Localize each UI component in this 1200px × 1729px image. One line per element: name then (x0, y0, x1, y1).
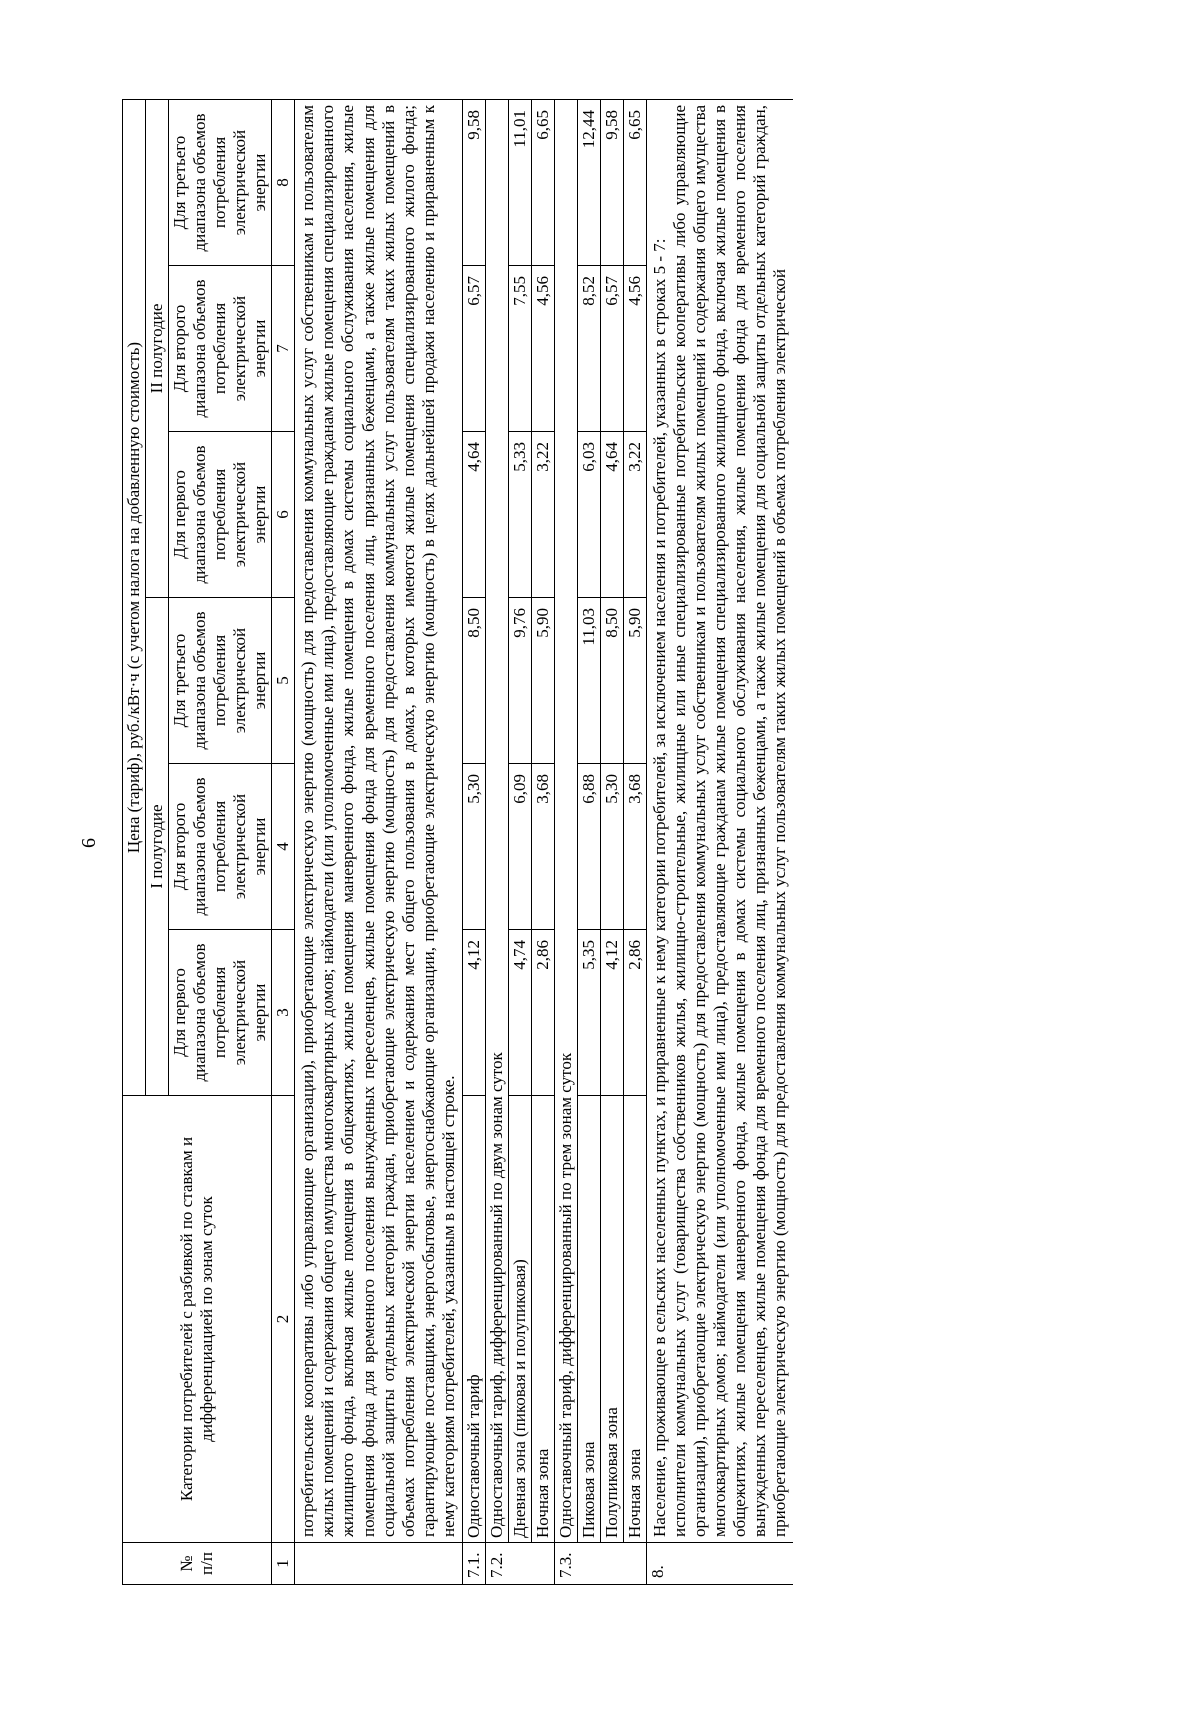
tariff-value: 4,56 (531, 266, 554, 432)
section-8-description (647, 100, 794, 1543)
header-h1-third: Для третьего диапазона объемов потребления электрической энергии (169, 598, 272, 764)
row-label: Полупиковая зона (601, 1096, 624, 1543)
tariff-value: 11,03 (577, 598, 600, 764)
col-number: 6 (272, 432, 295, 598)
row-number: 7.2. (485, 1543, 554, 1585)
tariff-value: 5,30 (601, 764, 624, 930)
row-label: Дневная зона (пиковая и полупиковая) (508, 1096, 531, 1543)
col-number: 5 (272, 598, 295, 764)
row-label: Ночная зона (531, 1096, 554, 1543)
tariff-value: 4,56 (624, 266, 647, 432)
row-label: Ночная зона (624, 1096, 647, 1543)
tariff-value: 3,22 (531, 432, 554, 598)
tariff-table-rotated (122, 100, 1082, 1585)
tariff-value: 6,57 (601, 266, 624, 432)
tariff-value: 9,76 (508, 598, 531, 764)
row-label: Одноставочный тариф (462, 1096, 485, 1543)
col-number: 7 (272, 266, 295, 432)
section-8-list: исполнители коммунальных услуг (товарищества собственников жилья, жилищно-строительные, жилищные или иные специализированные потребительские кооперативы либо управляющие организации), приобретающие электрическую энергию (мощность) для предоставления коммунальных услуг собственникам и пользователям жилых помещений и содержания общего имущества многоквартирных домов; наймодатели (или уполномоченные ими лица), предоставляющие гражданам жилые помещения специализированного жилищного фонда, включая жилые помещения в общежитиях, жилые помещения маневренного фонда, жилые помещения в домах системы социального обслуживания населения, жилые помещения фонда для временного поселения вынужденных переселенцев, жилые помещения фонда для временного поселения лиц, признанных беженцами, а также жилые помещения для социальной защиты отдельных категорий граждан, приобретающие электрическую энергию (мощность) для предоставления коммунальных услуг пользователям таких жилых помещений в объемах потребления электрической (670, 105, 790, 1537)
tariff-value: 8,50 (462, 598, 485, 764)
tariff-value: 8,52 (577, 266, 600, 432)
tariff-value: 9,58 (601, 100, 624, 266)
row-label: Одноставочный тариф, дифференцированный по трем зонам суток (554, 100, 577, 1543)
header-h2-third: Для третьего диапазона объемов потребления электрической энергии (169, 100, 272, 266)
page-number: 6 (78, 838, 100, 848)
tariff-value: 5,90 (624, 598, 647, 764)
tariff-value: 6,57 (462, 266, 485, 432)
tariff-value: 2,86 (531, 930, 554, 1096)
tariff-value: 3,22 (624, 432, 647, 598)
row-label: Одноставочный тариф, дифференцированный по двум зонам суток (485, 100, 508, 1543)
tariff-value: 11,01 (508, 100, 531, 266)
tariff-value: 8,50 (601, 598, 624, 764)
row-number: 8. (647, 1543, 794, 1585)
section-7-description: потребительские кооперативы либо управляющие организации), приобретающие электрическую энергию (мощность) для предоставления коммунальных услуг собственникам и пользователям жилых помещений и содержания общего имущества многоквартирных домов; наймодатели (или уполномоченные ими лица), предоставляющие гражданам жилые помещения специализированного жилищного фонда, включая жилые помещения в общежитиях, жилые помещения маневренного фонда, жилые помещения в домах системы социального обслуживания населения, жилые помещения фонда для временного поселения вынужденных переселенцев, жилые помещения фонда для временного поселения лиц, признанных беженцами, а также жилые помещения для социальной защиты отдельных категорий граждан, приобретающие электрическую энергию (мощность) для предоставления коммунальных услуг пользователям таких жилых помещений в объемах потребления электрической энергии населением и содержания мест общего пользования в домах, в которых имеются жилые помещения специализированного жилого фонда; гарантирующие поставщики, энергосбытовые, энергоснабжающие организации, приобретающие электрическую энергию (мощность) в целях дальнейшей продажи населению и приравненным к нему категориям потребителей, указанным в настоящей строке. (295, 100, 462, 1543)
tariff-value: 5,30 (462, 764, 485, 930)
header-h2-second: Для второго диапазона объемов потребления электрической энергии (169, 266, 272, 432)
tariff-value: 6,88 (577, 764, 600, 930)
tariff-value: 5,35 (577, 930, 600, 1096)
header-half-1: I полугодие (146, 598, 169, 1096)
header-h1-second: Для второго диапазона объемов потребления электрической энергии (169, 764, 272, 930)
header-category: Категории потребителей с разбивкой по ставкам и дифференциацией по зонам суток (123, 1096, 272, 1543)
header-price: Цена (тариф), руб./кВт·ч (с учетом налога на добавленную стоимость) (123, 100, 146, 1096)
tariff-value: 12,44 (577, 100, 600, 266)
tariff-value: 9,58 (462, 100, 485, 266)
header-half-2: II полугодие (146, 100, 169, 598)
tariff-value: 4,64 (601, 432, 624, 598)
header-h1-first: Для первого диапазона объемов потребления электрической энергии (169, 930, 272, 1096)
col-number: 8 (272, 100, 295, 266)
tariff-table (122, 99, 793, 1585)
tariff-value: 6,03 (577, 432, 600, 598)
col-number: 2 (272, 1096, 295, 1543)
tariff-value: 3,68 (531, 764, 554, 930)
tariff-value: 6,09 (508, 764, 531, 930)
tariff-value: 4,64 (462, 432, 485, 598)
col-number: 4 (272, 764, 295, 930)
header-h2-first: Для первого диапазона объемов потребления электрической энергии (169, 432, 272, 598)
tariff-value: 6,65 (624, 100, 647, 266)
row-number: 7.3. (554, 1543, 646, 1585)
tariff-value: 3,68 (624, 764, 647, 930)
tariff-value: 5,90 (531, 598, 554, 764)
tariff-value: 2,86 (624, 930, 647, 1096)
row-label: Пиковая зона (577, 1096, 600, 1543)
tariff-value: 7,55 (508, 266, 531, 432)
tariff-value: 4,74 (508, 930, 531, 1096)
tariff-value: 5,33 (508, 432, 531, 598)
header-no: № п/п (123, 1543, 272, 1585)
col-number: 1 (272, 1543, 295, 1585)
tariff-value: 6,65 (531, 100, 554, 266)
section-8-intro: Население, проживающее в сельских населенных пунктах, и приравненные к нему категории потребителей, за исключением населения и потребителей, указанных в строках 5 - 7: (650, 238, 670, 1537)
row-number (295, 1543, 462, 1585)
row-number: 7.1. (462, 1543, 485, 1585)
tariff-value: 4,12 (462, 930, 485, 1096)
tariff-value: 4,12 (601, 930, 624, 1096)
col-number: 3 (272, 930, 295, 1096)
